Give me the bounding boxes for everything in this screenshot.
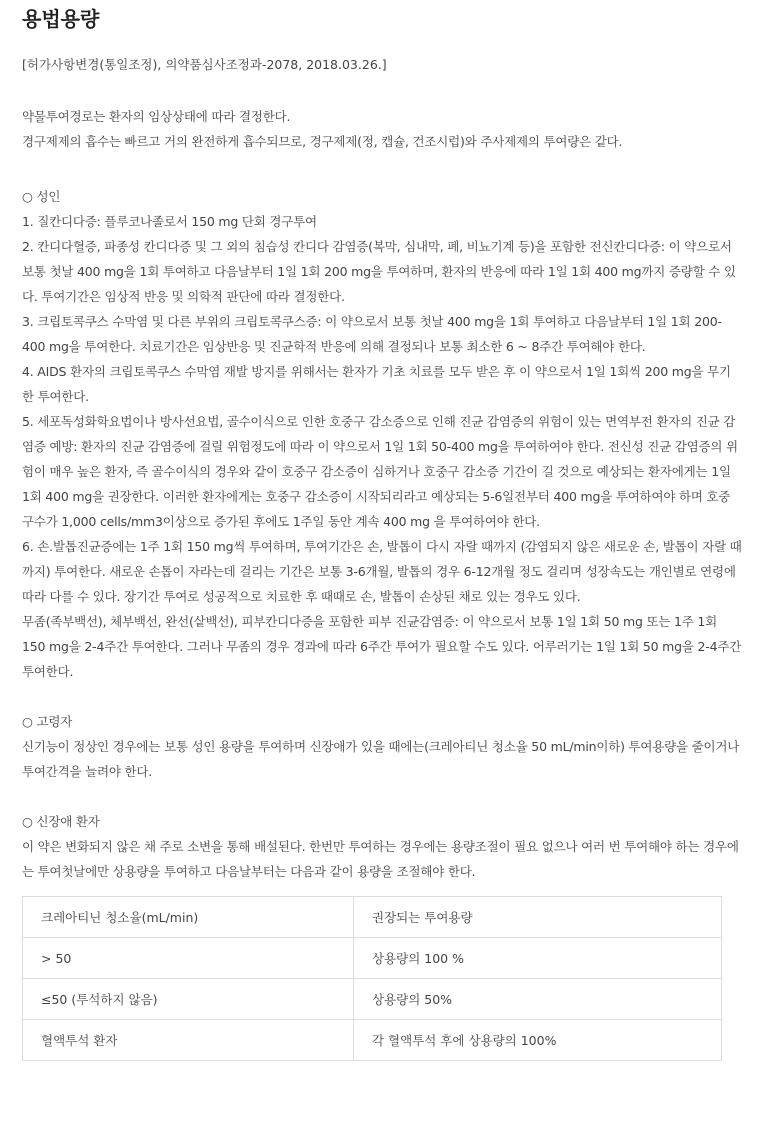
section-heading-renal: ○ 신장애 환자 [22, 814, 100, 829]
table-cell: ≤50 (투석하지 않음) [23, 979, 354, 1020]
table-header-cell: 권장되는 투여용량 [354, 897, 722, 938]
table-header-row [23, 897, 722, 938]
adult-section [22, 184, 742, 684]
dosage-item: 2. 칸디다혈증, 파종성 칸디다증 및 그 외의 침습성 칸디다 감염증(복막, 심내막, 폐, 비뇨기계 등)을 포함한 전신칸디다증: 이 약으로서 보통 첫날 400 mg을 1회 투여하고 다음날부터 1일 1회 200 mg을 투여하며, 환자의 반응에 따라 1일 1회 400 mg까지 증량할 수 있다. 투여기간은 임상적 반응 및 의학적 판단에 따라 결정한다. [22, 239, 736, 304]
renal-text: 이 약은 변화되지 않은 채 주로 소변을 통해 배설된다. 한번만 투여하는 경우에는 용량조절이 필요 없으나 여러 번 투여해야 하는 경우에는 투여첫날에만 상용량을 투여하고 다음날부터는 다음과 같이 용량을 조절해야 한다. [22, 839, 739, 879]
dosage-item: 3. 크립토콕쿠스 수막염 및 다른 부위의 크립토콕쿠스증: 이 약으로서 보통 첫날 400 mg을 1회 투여하고 다음날부터 1일 1회 200-400 mg을 투여한다. 치료기간은 임상반응 및 진균학적 반응에 의해 결정되나 보통 최소한 6 ~ 8주간 투여해야 한다. [22, 314, 722, 354]
renal-dosage-table [22, 896, 722, 1061]
intro-line: 경구제제의 흡수는 빠르고 거의 완전하게 흡수되므로, 경구제제(정, 캡슐, 건조시럽)와 주사제제의 투여량은 같다. [22, 134, 623, 149]
page-title: 용법용량 [22, 7, 100, 31]
table-row [23, 979, 722, 1020]
dosage-item: 1. 질칸디다증: 플루코나졸로서 150 mg 단회 경구투여 [22, 214, 317, 229]
table-cell: > 50 [23, 938, 354, 979]
table-row [23, 938, 722, 979]
dosage-item: 5. 세포독성화학요법이나 방사선요법, 골수이식으로 인한 호중구 감소증으로 인해 진균 감염증의 위험이 있는 면역부전 환자의 진균 감염증 예방: 환자의 진균 감염증에 걸릴 위험정도에 따라 이 약으로서 1일 1회 50-400 mg을 투여하여야 한다. 전신성 진균 감염증의 위험이 매우 높은 환자, 즉 골수이식의 경우와 같이 호중구 감소증이 심하거나 호중구 감소증 기간이 길 것으로 예상되는 환자에게는 1일 1회 400 mg을 권장한다. 이러한 환자에게는 호중구 감소증이 시작되리라고 예상되는 5-6일전부터 400 mg을 투여하여야 하며 호중구수가 1,000 cells/mm3이상으로 증가된 후에도 1주일 동안 계속 400 mg 을 투여하여야 한다. [22, 414, 738, 529]
table-row [23, 1020, 722, 1061]
renal-section [22, 809, 742, 884]
section-heading-elderly: ○ 고령자 [22, 714, 73, 729]
intro-section [22, 104, 742, 154]
table-cell: 상용량의 50% [354, 979, 722, 1020]
elderly-section [22, 709, 742, 784]
section-heading-adult: ○ 성인 [22, 189, 61, 204]
table-cell: 혈액투석 환자 [23, 1020, 354, 1061]
table-cell: 상용량의 100 % [354, 938, 722, 979]
table-cell: 각 혈액투석 후에 상용량의 100% [354, 1020, 722, 1061]
revision-note: [허가사항변경(통일조정), 의약품심사조정과-2078, 2018.03.26.] [22, 57, 387, 72]
table-header-cell: 크레아티닌 청소율(mL/min) [23, 897, 354, 938]
dosage-item: 무좀(족부백선), 체부백선, 완선(샅백선), 피부칸디다증을 포함한 피부 진균감염증: 이 약으로서 보통 1일 1회 50 mg 또는 1주 1회 150 mg을 2-4주간 투여한다. 그러나 무좀의 경우 경과에 따라 6주간 투여가 필요할 수도 있다. 어루러기는 1일 1회 50 mg을 2-4주간 투여한다. [22, 614, 742, 679]
dosage-item: 4. AIDS 환자의 크립토콕쿠스 수막염 재발 방지를 위해서는 환자가 기초 치료를 모두 받은 후 이 약으로서 1일 1회씩 200 mg을 무기한 투여한다. [22, 364, 731, 404]
intro-line: 약물투여경로는 환자의 임상상태에 따라 결정한다. [22, 109, 291, 124]
elderly-text: 신기능이 정상인 경우에는 보통 성인 용량을 투여하며 신장애가 있을 때에는(크레아티닌 청소율 50 mL/min이하) 투여용량을 줄이거나 투여간격을 늘려야 한다. [22, 739, 740, 779]
dosage-item: 6. 손.발톱진균증에는 1주 1회 150 mg씩 투여하며, 투여기간은 손, 발톱이 다시 자랄 때까지 (감염되지 않은 새로운 손, 발톱이 자랄 때까지) 투여한다. 새로운 손톱이 자라는데 걸리는 기간은 보통 3-6개월, 발톱의 경우 6-12개월 정도 걸리며 성장속도는 개인별로 연령에 따라 다를 수 있다. 장기간 투여로 성공적으로 치료한 후 때때로 손, 발톱이 손상된 채로 있는 경우도 있다. [22, 539, 742, 604]
